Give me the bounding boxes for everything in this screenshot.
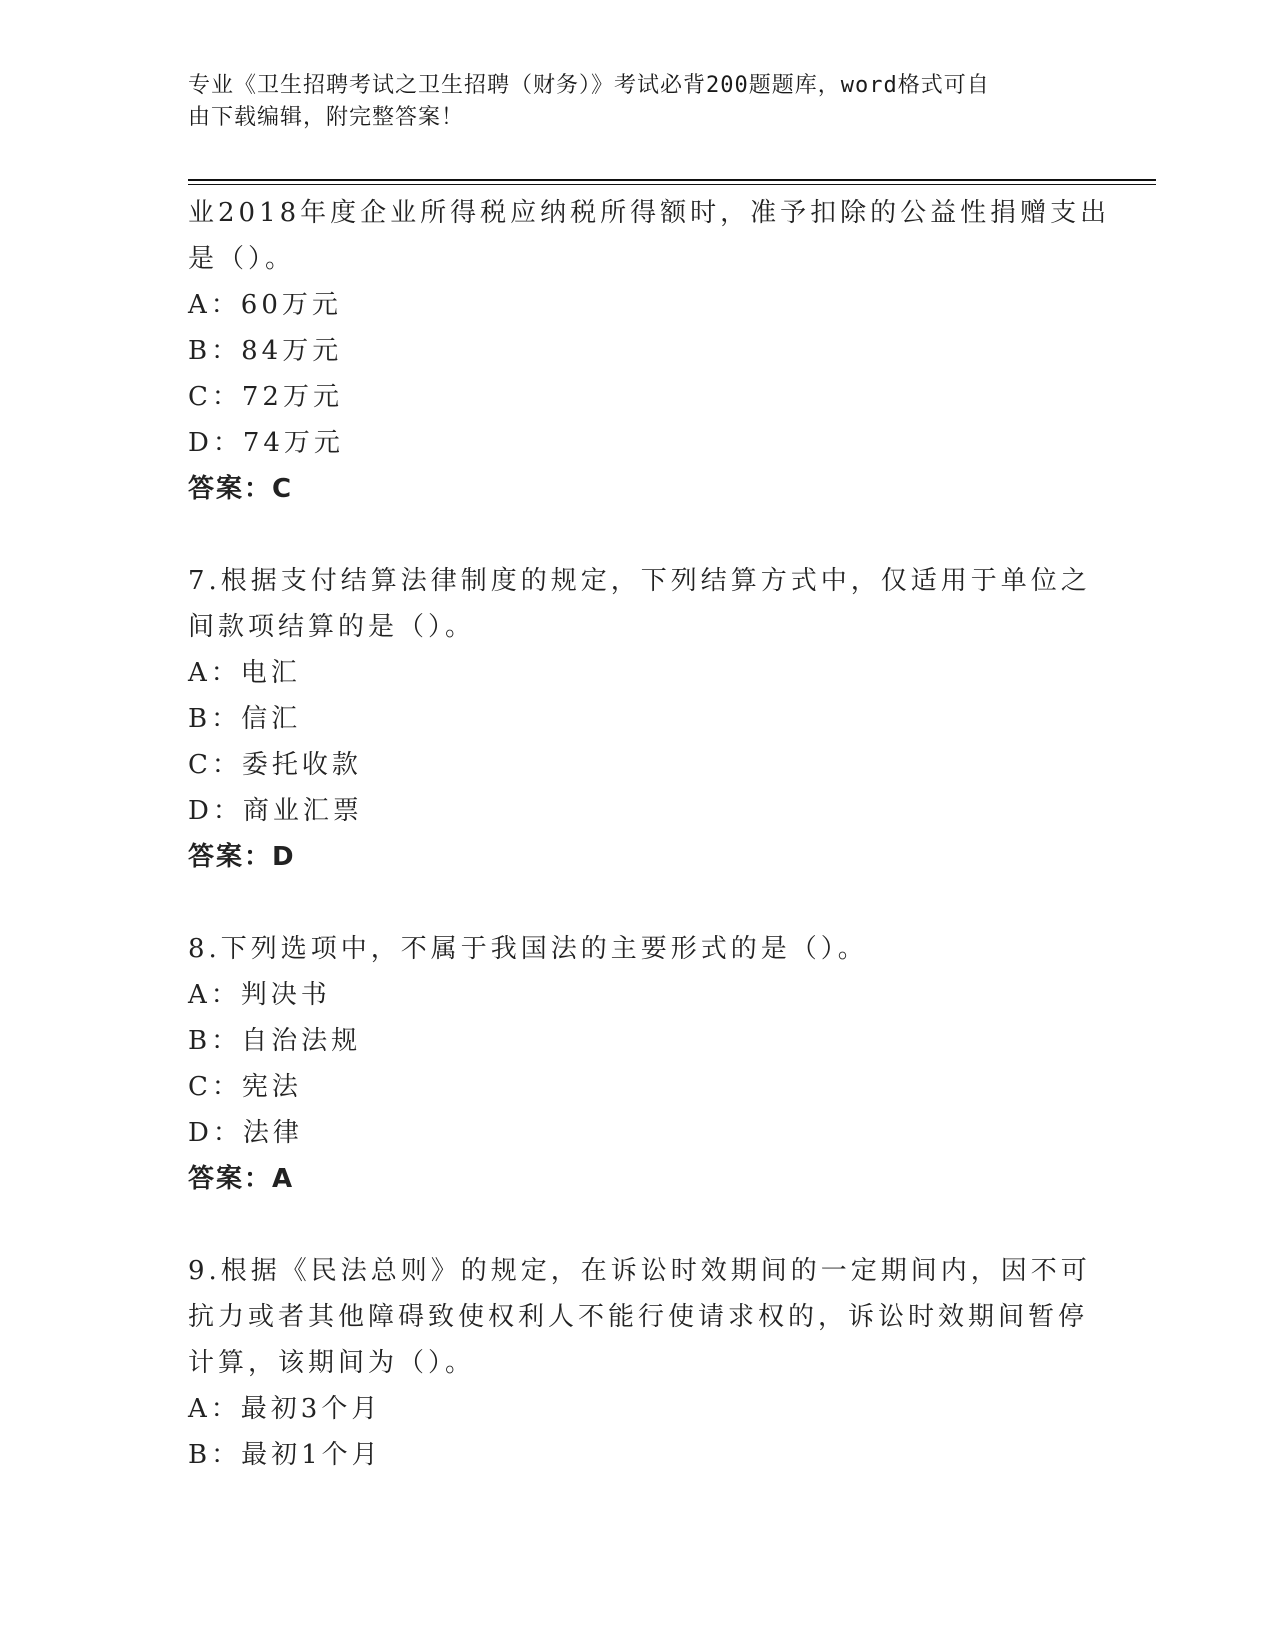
question-stem: 业2018年度企业所得税应纳税所得额时，准予扣除的公益性捐赠支出 <box>188 198 1111 228</box>
document-header <box>188 70 1068 134</box>
question-7 <box>188 558 1091 880</box>
spacer <box>188 880 1088 926</box>
option-b: B：信汇 <box>188 704 302 734</box>
spacer <box>188 1202 1088 1248</box>
option-d: D：商业汇票 <box>188 796 363 826</box>
option-c: C：72万元 <box>188 382 343 412</box>
answer: 答案：A <box>188 1164 295 1194</box>
option-b: B：最初1个月 <box>188 1440 382 1470</box>
option-d: D：法律 <box>188 1118 303 1148</box>
header-line-2: 由下载编辑，附完整答案！ <box>188 105 465 130</box>
option-a: A：电汇 <box>188 658 301 688</box>
option-b: B：自治法规 <box>188 1026 362 1056</box>
question-9 <box>188 1248 1091 1478</box>
option-a: A：判决书 <box>188 980 331 1010</box>
document-body <box>188 190 1111 1478</box>
header-rule-bottom <box>188 184 1156 185</box>
question-8 <box>188 926 1088 1202</box>
answer: 答案：D <box>188 842 296 872</box>
question-stem: 是（）。 <box>188 244 296 274</box>
option-d: D：74万元 <box>188 428 344 458</box>
question-stem: 抗力或者其他障碍致使权利人不能行使请求权的，诉讼时效期间暂停 <box>188 1302 1089 1332</box>
option-b: B：84万元 <box>188 336 343 366</box>
spacer <box>188 512 1088 558</box>
question-stem: 计算，该期间为（）。 <box>188 1348 476 1378</box>
question-stem: 9.根据《民法总则》的规定，在诉讼时效期间的一定期间内，因不可 <box>188 1256 1091 1286</box>
header-rule-top <box>188 179 1156 181</box>
question-stem: 7.根据支付结算法律制度的规定，下列结算方式中，仅适用于单位之 <box>188 566 1091 596</box>
option-c: C：宪法 <box>188 1072 302 1102</box>
question-6 <box>188 190 1111 512</box>
option-a: A：最初3个月 <box>188 1394 382 1424</box>
answer: 答案：C <box>188 474 294 504</box>
header-line-1: 专业《卫生招聘考试之卫生招聘（财务）》考试必背200题题库，word格式可自 <box>188 73 990 98</box>
question-stem: 8.下列选项中，不属于我国法的主要形式的是（）。 <box>188 934 868 964</box>
question-stem: 间款项结算的是（）。 <box>188 612 476 642</box>
option-c: C：委托收款 <box>188 750 362 780</box>
option-a: A：60万元 <box>188 290 342 320</box>
